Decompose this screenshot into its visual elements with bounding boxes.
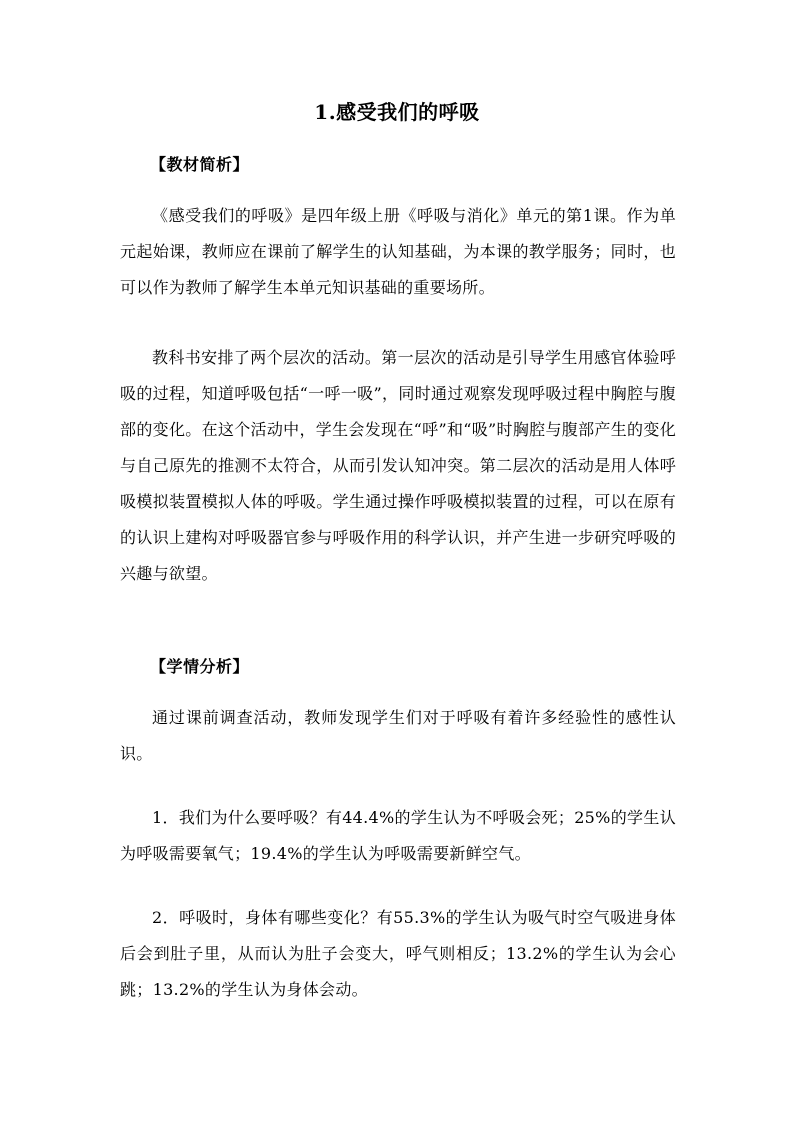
- paragraph-survey-intro: 通过课前调查活动，教师发现学生们对于呼吸有着许多经验性的感性认识。: [120, 708, 676, 763]
- paragraph-survey-item-1: 1．我们为什么要呼吸？有44.4%的学生认为不呼吸会死；25%的学生认为呼吸需要氧气；19.4%的学生认为呼吸需要新鲜空气。: [120, 808, 676, 863]
- paragraph-textbook-activities: 教科书安排了两个层次的活动。第一层次的活动是引导学生用感官体验呼吸的过程，知道呼吸包括“一呼一吸”，同时通过观察发现呼吸过程中胸腔与腹部的变化。在这个活动中，学生会发现在“呼”和“吸”时胸腔与腹部产生的变化与自己原先的推测不太符合，从而引发认知冲突。第二层次的活动是用人体呼吸模拟装置模拟人体的呼吸。学生通过操作呼吸模拟装置的过程，可以在原有的认识上建构对呼吸器官参与呼吸作用的科学认识，并产生进一步研究呼吸的兴趣与欲望。: [120, 348, 676, 583]
- paragraph-textbook-intro: 《感受我们的呼吸》是四年级上册《呼吸与消化》单元的第1课。作为单元起始课，教师应在课前了解学生的认知基础，为本课的教学服务；同时，也可以作为教师了解学生本单元知识基础的重要场所。: [120, 206, 676, 297]
- section-heading-student-analysis: 【学情分析】: [150, 657, 250, 676]
- document-title: 1.感受我们的呼吸: [314, 100, 480, 124]
- paragraph-survey-item-2: 2．呼吸时，身体有哪些变化？有55.3%的学生认为吸气时空气吸进身体后会到肚子里，从而认为肚子会变大，呼气则相反；13.2%的学生认为会心跳；13.2%的学生认为身体会动。: [120, 908, 676, 999]
- section-heading-textbook-analysis: 【教材简析】: [150, 155, 250, 174]
